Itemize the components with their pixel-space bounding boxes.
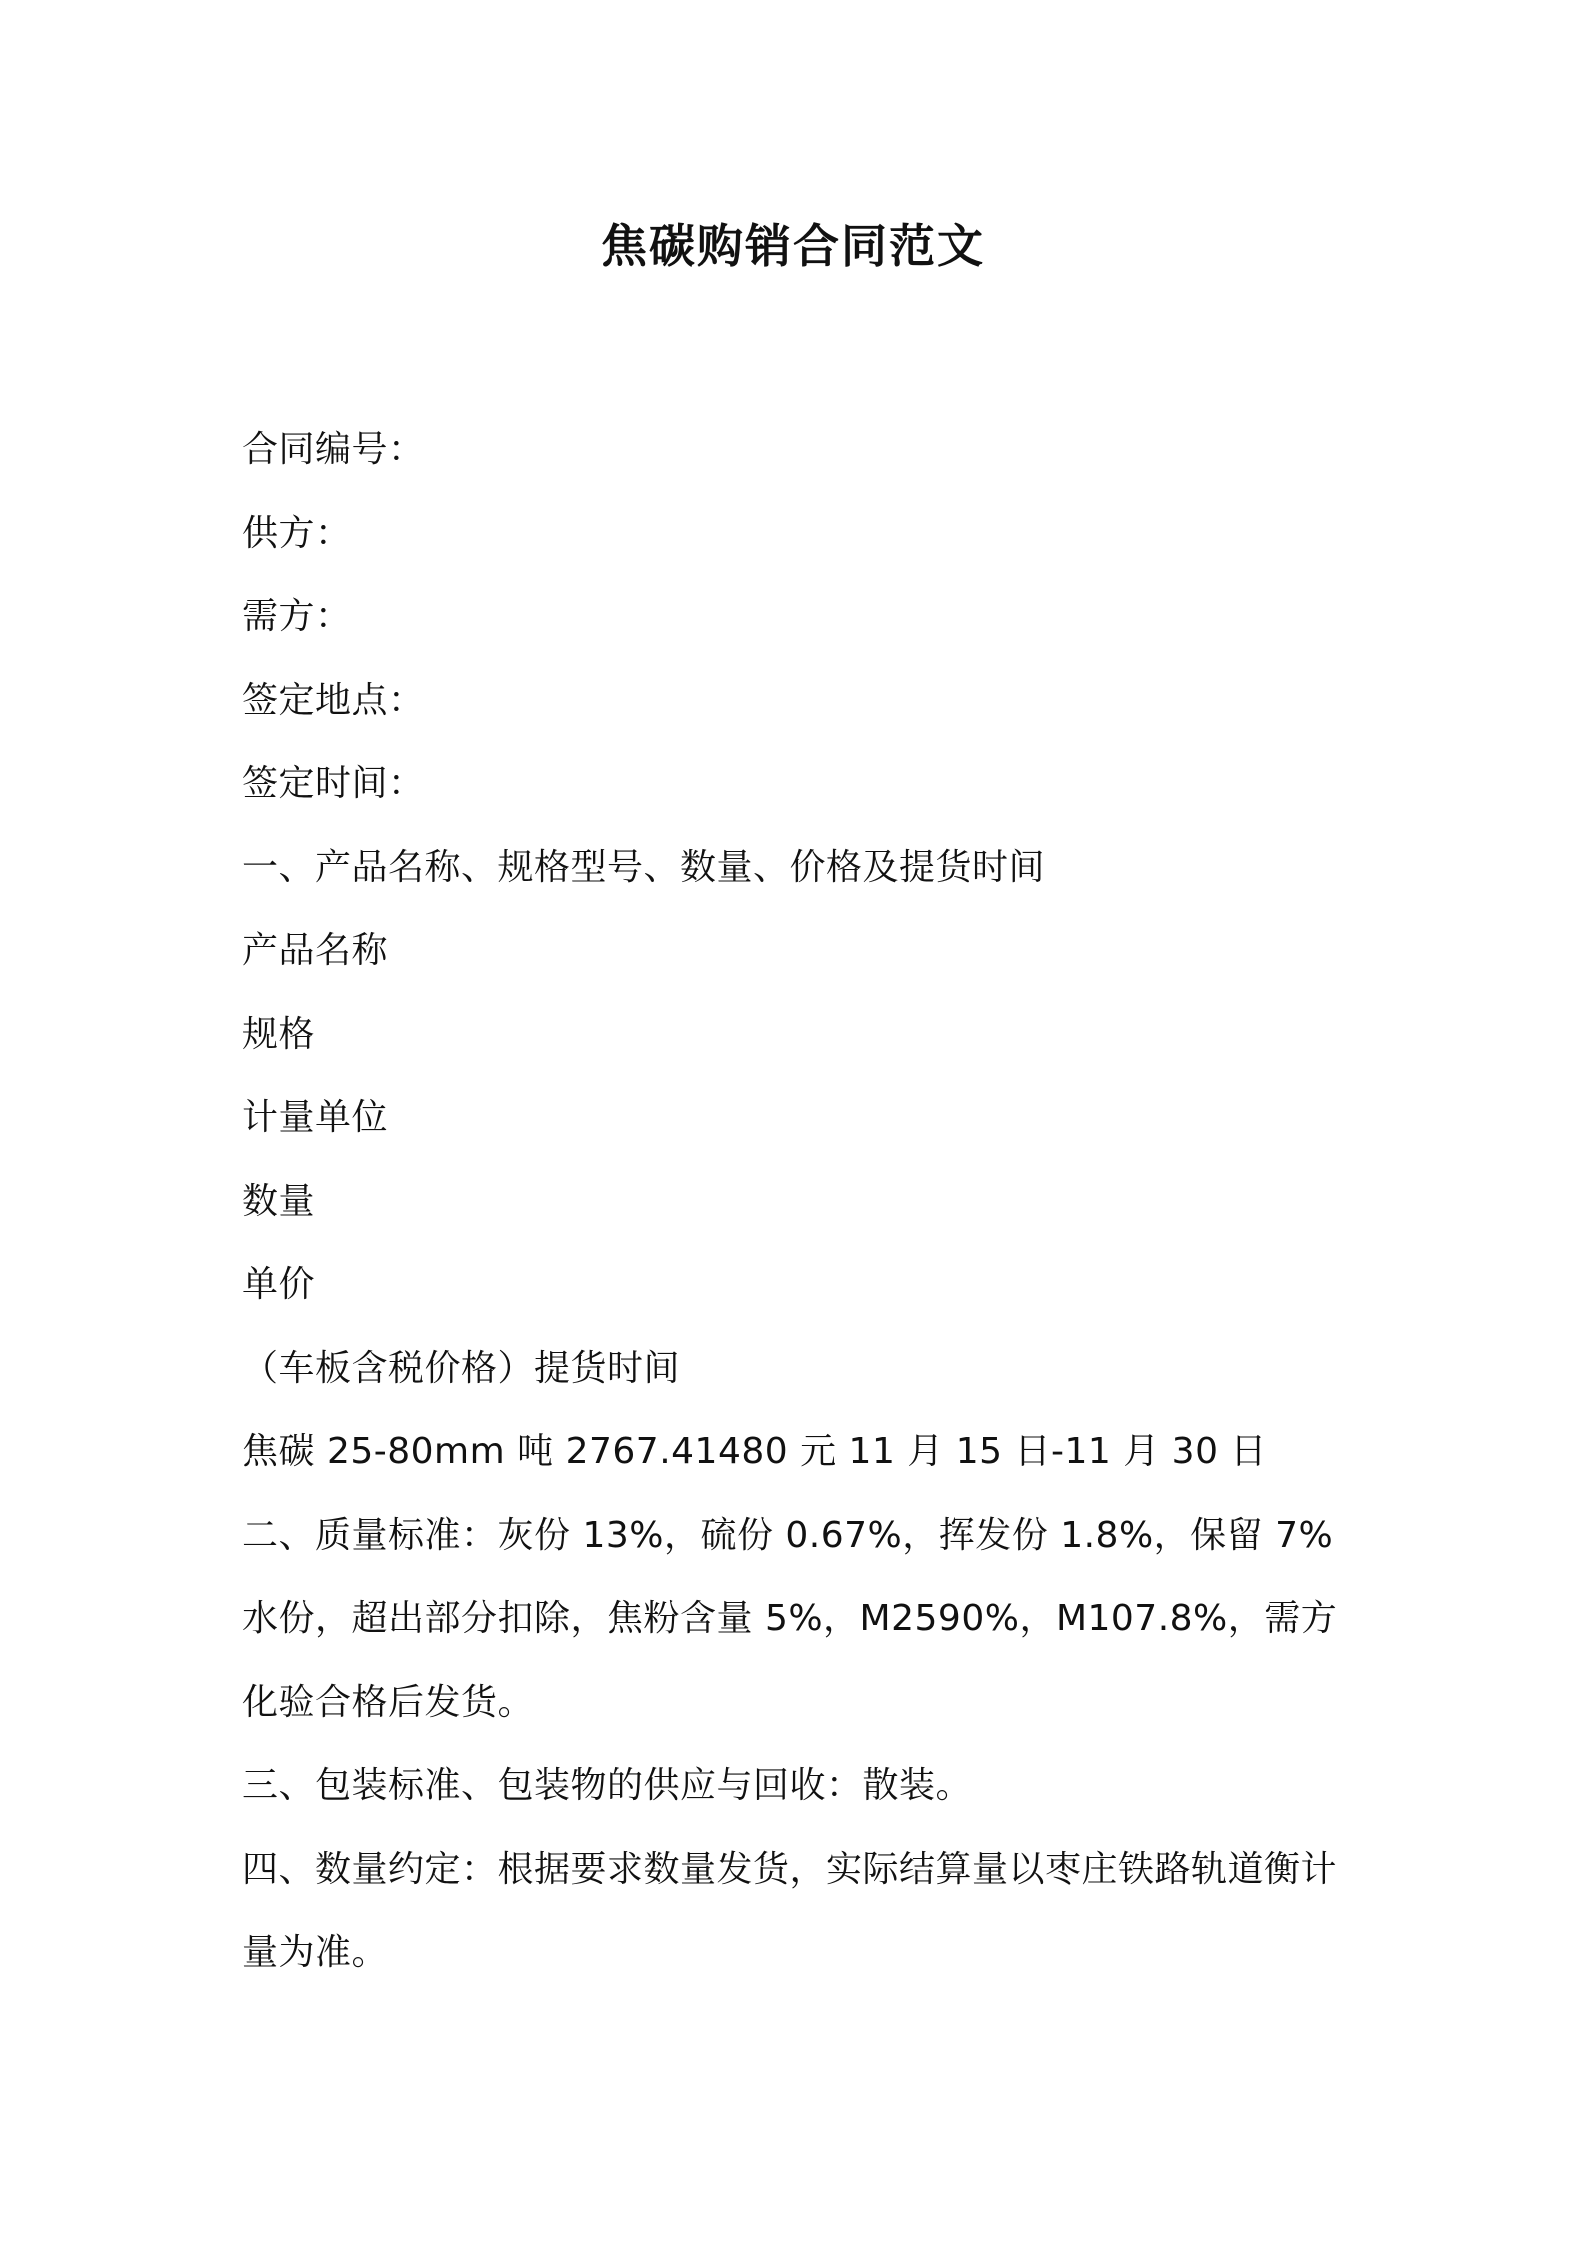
section-2-quality-standard: 二、质量标准：灰份 13%，硫份 0.67%，挥发份 1.8%，保留 7%水份，超出部分扣除，焦粉含量 5%，M2590%，M107.8%，需方化验合格后发货。 bbox=[242, 1514, 1338, 1723]
document-title: 焦碳购销合同范文 bbox=[601, 219, 985, 273]
section-1-heading: 一、产品名称、规格型号、数量、价格及提货时间 bbox=[242, 846, 1046, 888]
product-row: 焦碳 25-80mm 吨 2767.41480 元 11 月 15 日-11 月 30 日 bbox=[242, 1431, 1267, 1472]
unit-label: 计量单位 bbox=[242, 1097, 389, 1138]
contract-number-field: 合同编号： bbox=[242, 429, 425, 470]
quantity-label: 数量 bbox=[242, 1180, 316, 1222]
unit-price-label: 单价 bbox=[242, 1264, 316, 1305]
section-4-quantity-agreement: 四、数量约定：根据要求数量发货，实际结算量以枣庄铁路轨道衡计量为准。 bbox=[242, 1848, 1338, 1973]
document-body bbox=[242, 408, 1362, 1995]
signing-location-field: 签定地点： bbox=[242, 679, 425, 721]
section-3-packaging: 三、包装标准、包装物的供应与回收：散装。 bbox=[242, 1765, 973, 1806]
supplier-field: 供方： bbox=[242, 512, 352, 554]
buyer-field: 需方： bbox=[242, 596, 352, 637]
product-name-label: 产品名称 bbox=[242, 930, 389, 971]
signing-time-field: 签定时间： bbox=[242, 763, 425, 804]
price-and-delivery-label: （车板含税价格）提货时间 bbox=[242, 1347, 681, 1389]
specification-label: 规格 bbox=[242, 1013, 316, 1055]
